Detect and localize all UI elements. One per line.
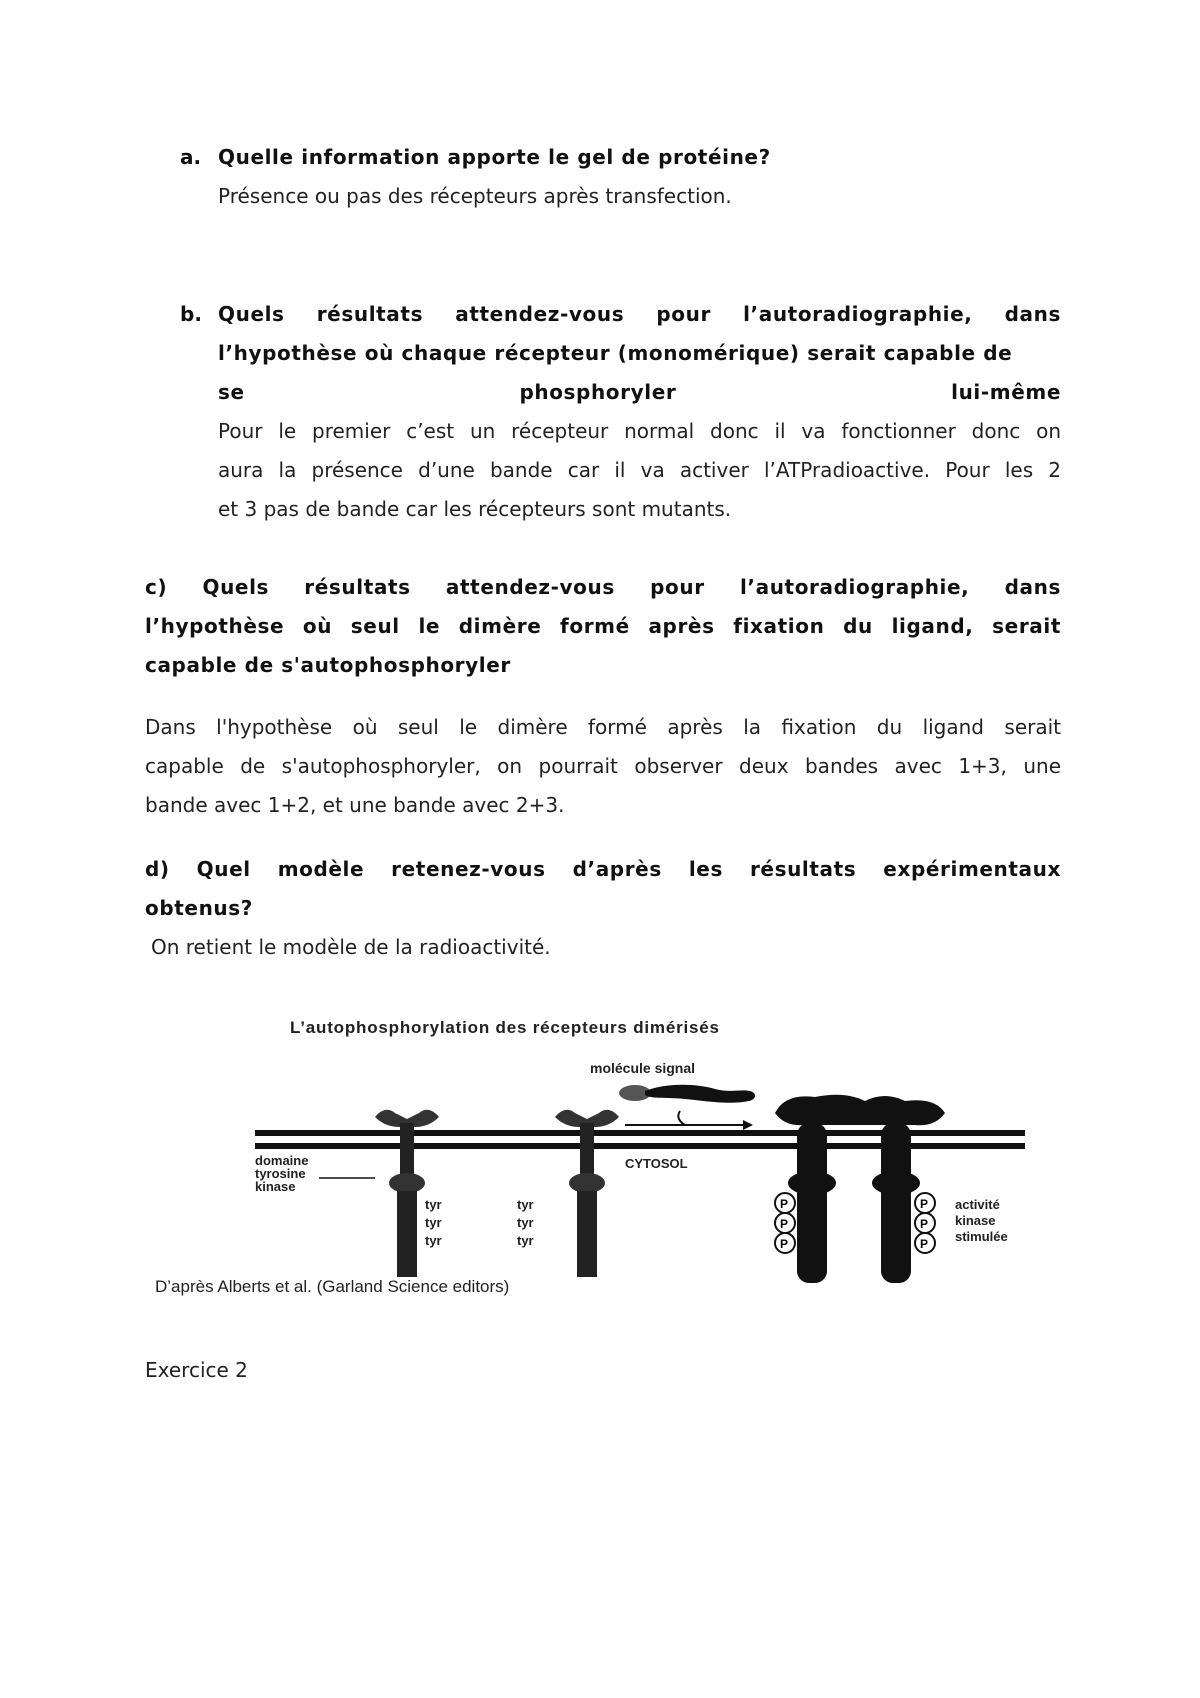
question-b-word: se: [218, 380, 245, 404]
question-b-line-2: l’hypothèse où chaque récepteur (monomérique) serait capable de: [218, 341, 1013, 365]
answer-c-line-2: capable de s'autophosphoryler, on pourrait observer deux bandes avec 1+3, une: [145, 754, 1061, 778]
exercise-heading: Exercice 2: [145, 1358, 248, 1382]
phosphate-group-left: [775, 1193, 795, 1253]
domain-label-1: domaine: [255, 1153, 309, 1168]
receptor-diagram: [145, 1005, 1045, 1315]
phosphate-label: P: [780, 1197, 789, 1211]
phosphate-label: P: [920, 1237, 929, 1251]
tyr-label: tyr: [517, 1197, 534, 1212]
tyr-label: tyr: [425, 1233, 442, 1248]
question-b-label: b.: [180, 302, 202, 326]
question-b-word: phosphoryler: [519, 380, 677, 404]
activity-label-3: stimulée: [955, 1229, 1008, 1244]
activity-label-1: activité: [955, 1197, 1000, 1212]
phosphate-label: P: [780, 1237, 789, 1251]
tyr-label: tyr: [517, 1233, 534, 1248]
phosphate-label: P: [780, 1217, 789, 1231]
domain-label-3: kinase: [255, 1179, 296, 1194]
answer-c-line-3: bande avec 1+2, et une bande avec 2+3.: [145, 793, 565, 817]
activity-label-2: kinase: [955, 1213, 996, 1228]
question-a: Quelle information apporte le gel de protéine?: [218, 145, 771, 169]
arrow-icon: [625, 1111, 753, 1130]
signal-label: molécule signal: [590, 1060, 696, 1076]
figure-caption: D’après Alberts et al. (Garland Science editors): [155, 1277, 510, 1296]
question-b-line-1: Quels résultats attendez-vous pour l’autoradiographie, dans: [218, 302, 1061, 326]
phosphate-group-right: [915, 1193, 935, 1253]
answer-c-line-1: Dans l'hypothèse où seul le dimère formé après la fixation du ligand serait: [145, 715, 1061, 739]
answer-b-line-2: aura la présence d’une bande car il va activer l’ATPradioactive. Pour les 2: [218, 458, 1061, 482]
tyr-label: tyr: [425, 1197, 442, 1212]
answer-d: On retient le modèle de la radioactivité.: [151, 935, 551, 959]
phosphate-label: P: [920, 1217, 929, 1231]
domain-label-2: tyrosine: [255, 1166, 306, 1181]
tyr-label: tyr: [517, 1215, 534, 1230]
answer-b-line-1: Pour le premier c’est un récepteur normal donc il va fonctionner donc on: [218, 419, 1061, 443]
question-d-line-1: d) Quel modèle retenez-vous d’après les résultats expérimentaux: [145, 857, 1061, 881]
figure-title: L’autophosphorylation des récepteurs dimérisés: [290, 1018, 720, 1037]
receptor-dimer: [775, 1095, 945, 1283]
question-c-line-1: c) Quels résultats attendez-vous pour l’autoradiographie, dans: [145, 575, 1061, 599]
question-a-label: a.: [180, 145, 202, 169]
question-b-line-3: [218, 380, 1061, 404]
question-c-line-3: capable de s'autophosphoryler: [145, 653, 511, 677]
question-d-line-2: obtenus?: [145, 896, 253, 920]
receptor-diagram-svg: [145, 1005, 1045, 1315]
question-c-line-2: l’hypothèse où seul le dimère formé après fixation du ligand, serait: [145, 614, 1061, 638]
answer-b-line-3: et 3 pas de bande car les récepteurs sont mutants.: [218, 497, 732, 521]
signal-molecule-icon: [619, 1085, 755, 1103]
tyr-label: tyr: [425, 1215, 442, 1230]
answer-a: Présence ou pas des récepteurs après transfection.: [218, 184, 732, 208]
cytosol-label: CYTOSOL: [625, 1156, 688, 1171]
phosphate-label: P: [920, 1197, 929, 1211]
question-b-word: lui-même: [951, 380, 1061, 404]
